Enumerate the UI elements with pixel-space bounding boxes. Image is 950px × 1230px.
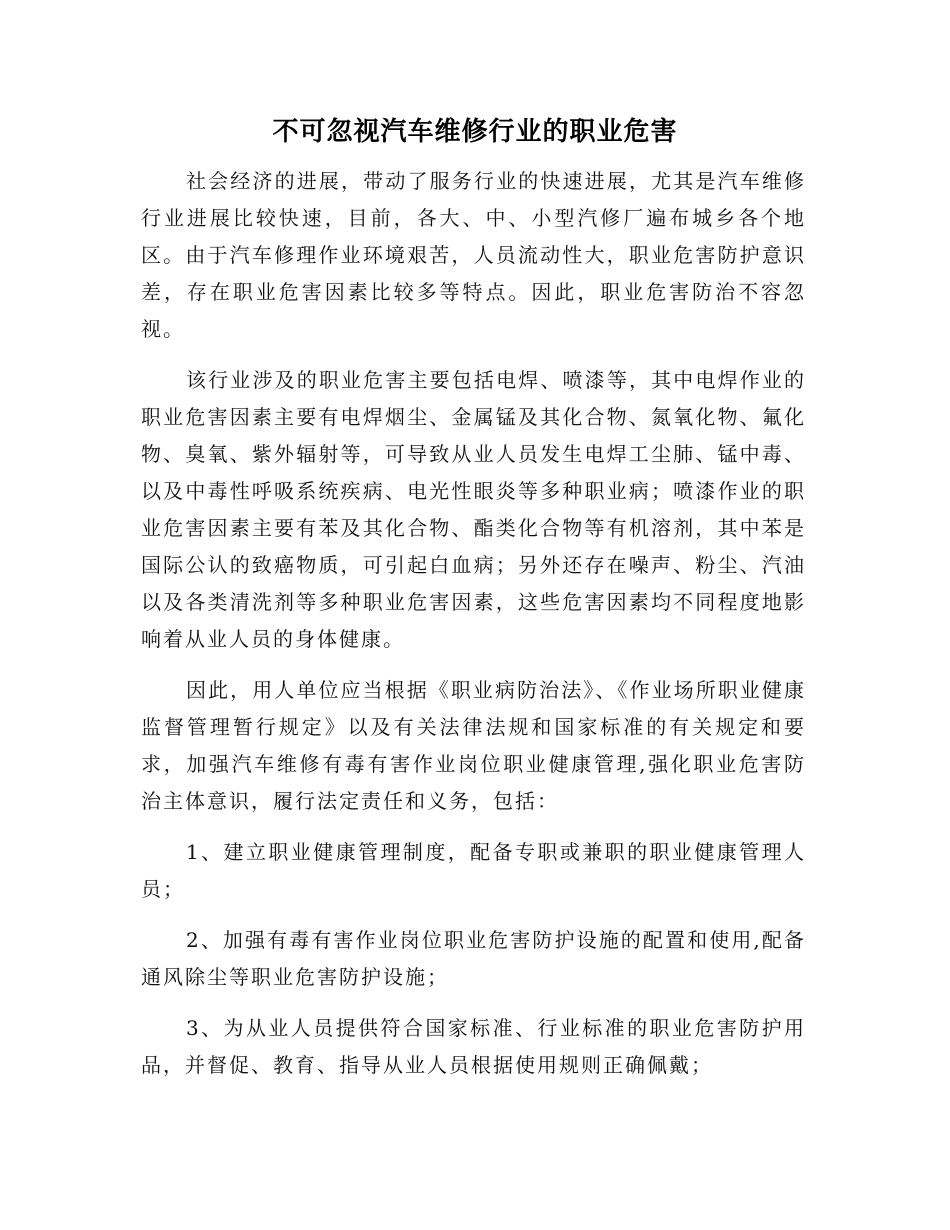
paragraph-intro: 社会经济的进展，带动了服务行业的快速进展，尤其是汽车维修行业进展比较快速，目前，各大、中、小型汽修厂遍布城乡各个地区。由于汽车修理作业环境艰苦，人员流动性大，职业危害防护意识差，存在职业危害因素比较多等特点。因此，职业危害防治不容忽视。 — [141, 169, 806, 341]
list-item-1: 1、建立职业健康管理制度，配备专职或兼职的职业健康管理人员； — [141, 840, 806, 901]
paragraph-hazards: 该行业涉及的职业危害主要包括电焊、喷漆等，其中电焊作业的职业危害因素主要有电焊烟尘、金属锰及其化合物、氮氧化物、氟化物、臭氧、紫外辐射等，可导致从业人员发生电焊工尘肺、锰中毒、以及中毒性呼吸系统疾病、电光性眼炎等多种职业病；喷漆作业的职业危害因素主要有苯及其化合物、酯类化合物等有机溶剂，其中苯是国际公认的致癌物质，可引起白血病；另外还存在噪声、粉尘、汽油以及各类清洗剂等多种职业危害因素，这些危害因素均不同程度地影响着从业人员的身体健康。 — [141, 368, 806, 651]
document-body — [141, 163, 806, 1098]
list-item-3: 3、为从业人员提供符合国家标准、行业标准的职业危害防护用品，并督促、教育、指导从业人员根据使用规则正确佩戴； — [141, 1016, 806, 1077]
paragraph-requirements: 因此，用人单位应当根据《职业病防治法》、《作业场所职业健康监督管理暂行规定》以及有关法律法规和国家标准的有关规定和要求，加强汽车维修有毒有害作业岗位职业健康管理,强化职业危害防治主体意识，履行法定责任和义务，包括： — [141, 678, 806, 813]
list-item-2: 2、加强有毒有害作业岗位职业危害防护设施的配置和使用,配备通风除尘等职业危害防护设施； — [141, 928, 806, 989]
document-title: 不可忽视汽车维修行业的职业危害 — [272, 117, 678, 147]
